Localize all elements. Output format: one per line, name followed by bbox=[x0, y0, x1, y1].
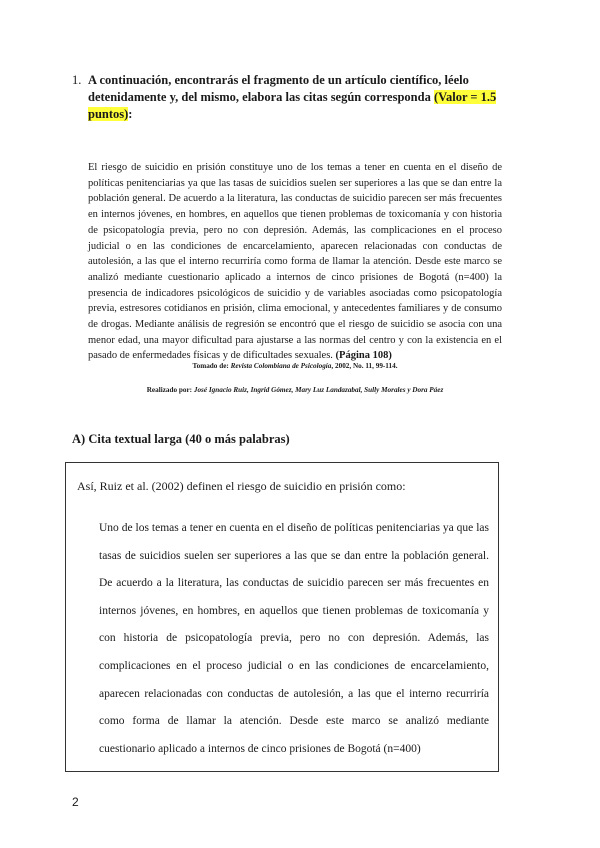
authors-names: José Ignacio Ruiz, Ingrid Gómez, Mary Luz Landazabal, Sully Morales y Dora Páez bbox=[193, 386, 444, 394]
page-number: 2 bbox=[72, 795, 79, 809]
answer-intro: Así, Ruiz et al. (2002) definen el riesgo de suicidio en prisión como: bbox=[77, 479, 406, 493]
question-text bbox=[88, 72, 502, 123]
answer-box bbox=[65, 462, 499, 772]
source-suffix: , 2002, No. 11, 99-114. bbox=[331, 362, 398, 370]
authors-line bbox=[88, 386, 502, 394]
source-journal: Revista Colombiana de Psicología bbox=[230, 362, 332, 370]
article-page-ref: (Página 108) bbox=[335, 350, 392, 362]
section-a-heading: A) Cita textual larga (40 o más palabras) bbox=[72, 432, 290, 446]
article-body: El riesgo de suicidio en prisión constituye uno de los temas a tener en cuenta en el diseño de políticas penitenciarias ya que las tasas de suicidios suelen ser superiores a las que se dan entre la población general. De acuerdo a la literatura, las conductas de suicidio parecen ser más frecuentes en internos jóvenes, en hombres, en aquellos que tienen problemas de toxicomanía y con historia de psicopatología previa, pero no con depresión. Además, las complicaciones en el proceso judicial o en las condiciones de encarcelamiento, aparecen relacionadas con conductas de autolesión, a las que el interno recurriría como forma de llamar la atención. Desde este marco se analizó mediante cuestionario aplicado a internos de cinco prisiones de Bogotá (n=400) la presencia de indicadores psicológicos de suicidio y de variables asociadas como psicopatología previa, estresores cotidianos en prisión, clima emocional, y antecedentes familiares y de consumo de drogas. Mediante análisis de regresión se encontró que el riesgo de suicidio se asocia con una menor edad, una mayor dificultad para ajustarse a las normas del centro y con la existencia en el pasado de enfermedades físicas y de dificultades sexuales. bbox=[88, 162, 502, 362]
question-instruction: A continuación, encontrarás el fragmento de un artículo científico, léelo detenidamente y, del mismo, elabora las citas según corresponda bbox=[88, 73, 469, 104]
question-colon: : bbox=[128, 107, 133, 121]
answer-block-quote: Uno de los temas a tener en cuenta en el diseño de políticas penitenciarias ya que las tasas de suicidios suelen ser superiores a las que se dan entre la población general. De acuerdo a la literatura, las conductas de suicidio parecen ser más frecuentes en internos jóvenes, en hombres, en aquellos que tienen problemas de toxicomanía y con historia de psicopatología previa, pero no con depresión. Además, las complicaciones en el proceso judicial o en las condiciones de encarcelamiento, aparecen relacionadas con conductas de autolesión, a las que el interno recurriría como forma de llamar la atención. Desde este marco se analizó mediante cuestionario aplicado a internos de cinco prisiones de Bogotá (n=400) bbox=[99, 522, 489, 755]
question-number: 1. bbox=[72, 73, 82, 87]
source-line bbox=[88, 362, 502, 370]
question-value-highlight: (Valor = 1.5 puntos) bbox=[88, 90, 497, 121]
article-fragment bbox=[88, 160, 502, 364]
authors-prefix: Realizado por: bbox=[146, 386, 194, 394]
source-prefix: Tomado de: bbox=[192, 362, 231, 370]
